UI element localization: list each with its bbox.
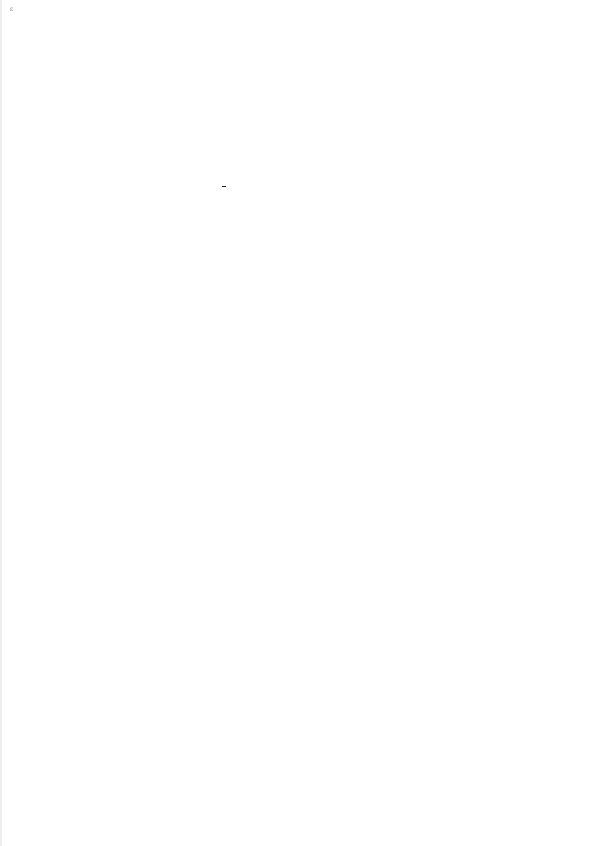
formula-1 — [222, 180, 226, 192]
clause-6-2-4 — [66, 365, 100, 377]
scan-mark: ε — [10, 6, 14, 13]
clause-6-2-5 — [66, 403, 100, 415]
clause-6-2-2 — [66, 289, 100, 301]
formula-fraction — [222, 186, 226, 187]
scan-edge — [0, 0, 2, 846]
clause-6-2-3 — [66, 327, 100, 339]
clause-6-2-1 — [66, 116, 100, 128]
